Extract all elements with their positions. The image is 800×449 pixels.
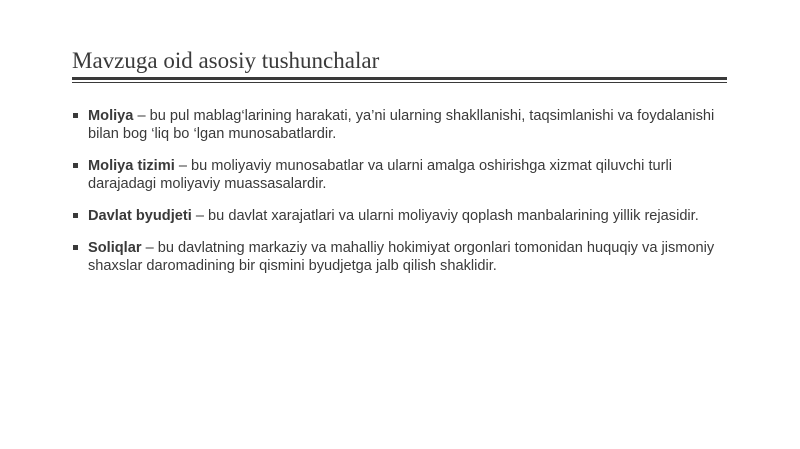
square-bullet-icon — [73, 163, 78, 168]
bullet-definition: – bu moliyaviy munosabatlar va ularni amalga oshirishga xizmat qiluvchi turli darajadagi moliyaviy muassasalardir. — [88, 158, 672, 192]
slide-title: Mavzuga oid asosiy tushunchalar — [72, 48, 380, 73]
bullet-item-moliya — [72, 107, 732, 143]
bullet-term: Moliya tizimi — [88, 158, 175, 174]
bullet-term: Davlat byudjeti — [88, 208, 192, 224]
title-divider-thin — [72, 82, 727, 83]
bullet-list — [72, 107, 732, 289]
title-divider-thick — [72, 77, 727, 80]
bullet-term: Moliya — [88, 108, 134, 124]
bullet-term: Soliqlar — [88, 240, 142, 256]
bullet-definition: – bu davlatning markaziy va mahalliy hokimiyat orgonlari tomonidan huquqiy va jismoniy shaxslar daromadining bir qismini byudjetga jalb qilish shaklidir. — [88, 240, 715, 274]
bullet-item-davlat-byudjeti — [72, 207, 732, 225]
bullet-definition: – bu pul mablag‘larining harakati, ya’ni ularning shakllanishi, taqsimlanishi va foydalanishi bilan bog ‘liq bo ‘lgan munosabatlardir. — [88, 108, 715, 142]
bullet-definition: – bu davlat xarajatlari va ularni moliyaviy qoplash manbalarining yillik rejasidir. — [191, 208, 699, 224]
square-bullet-icon — [73, 213, 78, 218]
square-bullet-icon — [73, 245, 78, 250]
square-bullet-icon — [73, 113, 78, 118]
bullet-item-soliqlar — [72, 239, 732, 275]
bullet-item-moliya-tizimi — [72, 157, 732, 193]
